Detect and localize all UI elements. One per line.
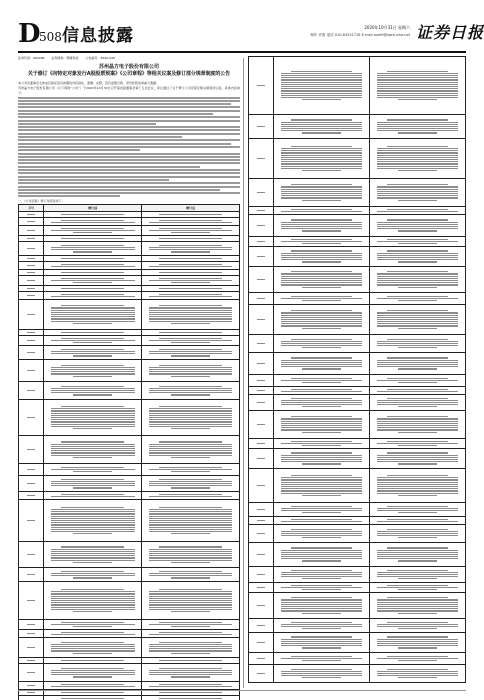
row-serial-cell <box>249 335 274 353</box>
table-cell <box>142 382 240 400</box>
text-line <box>18 153 240 155</box>
table-row <box>249 439 466 449</box>
table-cell <box>142 400 240 436</box>
table-row <box>19 492 240 500</box>
text-line <box>18 136 182 138</box>
table-cell <box>273 387 369 395</box>
table-row <box>249 179 466 207</box>
table-cell <box>44 276 142 286</box>
table-row <box>19 664 240 682</box>
notice-number: 公告编号：2020-045 <box>85 56 115 60</box>
table-cell <box>142 696 240 700</box>
row-serial-cell <box>249 395 274 411</box>
table-cell <box>142 226 240 236</box>
table-cell <box>44 542 142 568</box>
table-cell <box>273 305 369 335</box>
text-line <box>18 116 240 118</box>
text-line <box>18 123 156 125</box>
table-cell <box>369 395 465 411</box>
table-row <box>249 207 466 215</box>
table-row <box>19 262 240 270</box>
table-row <box>19 276 240 286</box>
table-cell <box>142 242 240 256</box>
row-serial-cell <box>19 682 44 690</box>
table-row <box>19 400 240 436</box>
table-cell <box>273 293 369 305</box>
table-cell <box>44 292 142 300</box>
table-cell <box>273 633 369 653</box>
text-line <box>18 195 120 197</box>
intro-paragraph: 本公司及董事会全体成员保证信息披露的内容真实、准确、完整，没有虚假记载、误导性陈述或重大遗漏。 <box>18 81 160 85</box>
table-cell <box>369 375 465 387</box>
row-serial-cell <box>19 630 44 638</box>
newspaper-logo: 证券日报 <box>416 23 484 42</box>
issue-date: 2020年10月31日 星期六 <box>364 25 410 30</box>
table-row <box>249 525 466 543</box>
table-cell <box>369 305 465 335</box>
row-serial-cell <box>249 207 274 215</box>
row-serial-cell <box>19 226 44 236</box>
table-cell <box>44 300 142 330</box>
table-cell <box>369 237 465 247</box>
table-cell <box>369 567 465 583</box>
table-cell <box>369 57 465 115</box>
table-cell <box>273 449 369 469</box>
table-row <box>19 300 240 330</box>
text-line <box>18 176 240 178</box>
table-cell <box>142 682 240 690</box>
table-row <box>249 335 466 353</box>
header-before: 修订前 <box>44 205 142 212</box>
row-serial-cell <box>249 387 274 395</box>
table-cell <box>273 179 369 207</box>
table-row <box>249 267 466 293</box>
table-row <box>19 292 240 300</box>
table-cell <box>273 395 369 411</box>
table-row <box>19 630 240 638</box>
row-serial-cell <box>249 525 274 543</box>
row-serial-cell <box>19 346 44 360</box>
table-row <box>19 500 240 542</box>
notice-meta <box>18 56 240 61</box>
text-line <box>18 146 240 148</box>
table-cell <box>142 436 240 464</box>
table-cell <box>369 139 465 179</box>
table-cell <box>369 665 465 683</box>
table-row <box>19 568 240 582</box>
table-cell <box>369 293 465 305</box>
table-cell <box>273 411 369 439</box>
row-serial-cell <box>19 276 44 286</box>
text-line <box>18 192 240 194</box>
table-cell <box>44 492 142 500</box>
table-cell <box>273 525 369 543</box>
table-cell <box>369 525 465 543</box>
table-row <box>249 395 466 411</box>
table-cell <box>142 464 240 476</box>
table-cell <box>369 387 465 395</box>
table-cell <box>44 262 142 270</box>
section-title: 信息披露 <box>62 26 134 46</box>
row-serial-cell <box>19 568 44 582</box>
text-line <box>18 120 240 122</box>
table-row <box>19 360 240 382</box>
row-serial-cell <box>249 115 274 139</box>
table-cell <box>142 568 240 582</box>
table-row <box>19 242 240 256</box>
table-cell <box>44 682 142 690</box>
row-serial-cell <box>19 382 44 400</box>
table-cell <box>273 335 369 353</box>
text-line <box>18 143 231 145</box>
row-serial-cell <box>19 300 44 330</box>
table-cell <box>273 469 369 503</box>
row-serial-cell <box>249 543 274 567</box>
table-row <box>249 583 466 593</box>
table-cell <box>44 226 142 236</box>
table-cell <box>142 664 240 682</box>
table-row <box>249 353 466 375</box>
table-header-row <box>19 205 240 212</box>
table-row <box>19 226 240 236</box>
table-row <box>19 346 240 360</box>
table-cell <box>142 360 240 382</box>
table-cell <box>142 300 240 330</box>
masthead-rule <box>18 51 466 53</box>
table-cell <box>273 139 369 179</box>
row-serial-cell <box>249 215 274 237</box>
row-serial-cell <box>19 476 44 492</box>
text-line <box>18 159 240 161</box>
table-cell <box>369 335 465 353</box>
row-serial-cell <box>249 449 274 469</box>
table-row <box>19 682 240 690</box>
table-cell <box>273 593 369 619</box>
text-line <box>18 100 240 102</box>
table-cell <box>44 664 142 682</box>
row-serial-cell <box>249 633 274 653</box>
row-serial-cell <box>249 517 274 525</box>
left-column <box>18 56 240 700</box>
table-cell <box>44 464 142 476</box>
table-row <box>19 218 240 226</box>
amendment-table-continued <box>248 56 466 683</box>
row-serial-cell <box>249 247 274 267</box>
row-serial-cell <box>19 492 44 500</box>
page-letter: D <box>18 19 41 49</box>
row-serial-cell <box>249 305 274 335</box>
text-line <box>18 172 240 174</box>
header-serial: 序号 <box>19 205 44 212</box>
table-cell <box>44 336 142 346</box>
row-serial-cell <box>249 469 274 503</box>
table-cell <box>273 665 369 683</box>
table-cell <box>44 360 142 382</box>
body-paragraph: 苏州晶方电子股份有限公司（以下简称“公司”）于2020年10月30日召开第四届董事会第十五次会议，审议通过了关于修订公司章程及相关制度的议案，具体内容如下： <box>18 86 240 95</box>
row-serial-cell <box>249 503 274 517</box>
table-cell <box>44 346 142 360</box>
stock-name: 证券简称：辉煌科技 <box>51 56 79 60</box>
row-serial-cell <box>19 620 44 630</box>
table-row <box>249 247 466 267</box>
text-line <box>18 110 240 112</box>
row-serial-cell <box>249 665 274 683</box>
text-line <box>18 126 240 128</box>
row-serial-cell <box>19 292 44 300</box>
text-line <box>18 186 240 188</box>
table-cell <box>142 638 240 658</box>
table-cell <box>273 57 369 115</box>
table-cell <box>273 207 369 215</box>
row-serial-cell <box>19 582 44 620</box>
table-cell <box>273 375 369 387</box>
table-row <box>249 567 466 583</box>
row-serial-cell <box>249 411 274 439</box>
table-cell <box>44 400 142 436</box>
table-cell <box>369 353 465 375</box>
table-row <box>249 517 466 525</box>
table-cell <box>273 567 369 583</box>
table-cell <box>273 267 369 293</box>
table-row <box>19 436 240 464</box>
table-row <box>19 336 240 346</box>
row-serial-cell <box>249 139 274 179</box>
table-cell <box>369 179 465 207</box>
table-row <box>249 305 466 335</box>
table-cell <box>369 115 465 139</box>
table-cell <box>369 653 465 665</box>
row-serial-cell <box>19 664 44 682</box>
row-serial-cell <box>19 436 44 464</box>
page-number: 508 <box>39 30 62 44</box>
table-cell <box>142 492 240 500</box>
text-line <box>18 103 231 105</box>
table-row <box>249 593 466 619</box>
editor-contact: 制作 许蔚 电话 010-83251716 E-mail zqrb9@zqrb.sina.net <box>310 33 410 37</box>
table-cell <box>44 582 142 620</box>
table-cell <box>369 633 465 653</box>
table-row <box>249 653 466 665</box>
masthead <box>18 19 484 50</box>
table-cell <box>142 630 240 638</box>
table-row <box>249 139 466 179</box>
row-serial-cell <box>19 500 44 542</box>
table-row <box>249 237 466 247</box>
table-row <box>19 464 240 476</box>
table-cell <box>273 353 369 375</box>
row-serial-cell <box>19 696 44 700</box>
row-serial-cell <box>19 218 44 226</box>
body-text-block <box>18 97 240 198</box>
table-row <box>19 476 240 492</box>
table-cell <box>142 476 240 492</box>
table-cell <box>369 503 465 517</box>
table-cell <box>273 517 369 525</box>
table-row <box>249 411 466 439</box>
table-cell <box>273 543 369 567</box>
row-serial-cell <box>249 593 274 619</box>
amendment-table <box>18 204 240 700</box>
row-serial-cell <box>249 57 274 115</box>
notice-title: 关于修订《向特定对象发行A股股票预案》《公司章程》等相关议案及修订部分规章制度的公告 <box>27 71 231 77</box>
column-divider <box>243 58 244 688</box>
row-serial-cell <box>19 638 44 658</box>
row-serial-cell <box>249 353 274 375</box>
table-cell <box>142 292 240 300</box>
row-serial-cell <box>249 567 274 583</box>
row-serial-cell <box>19 542 44 568</box>
table-cell <box>369 207 465 215</box>
table-cell <box>142 500 240 542</box>
table-cell <box>142 276 240 286</box>
table-row <box>249 449 466 469</box>
table-cell <box>44 620 142 630</box>
table-cell <box>44 242 142 256</box>
table-cell <box>369 619 465 633</box>
table-cell <box>273 247 369 267</box>
table-cell <box>44 630 142 638</box>
table-cell <box>273 439 369 449</box>
text-line <box>18 149 140 151</box>
table-cell <box>369 215 465 237</box>
table-row <box>19 382 240 400</box>
row-serial-cell <box>19 336 44 346</box>
table-cell <box>44 436 142 464</box>
text-line <box>18 133 240 135</box>
text-line <box>18 189 220 191</box>
table-cell <box>273 583 369 593</box>
row-serial-cell <box>249 237 274 247</box>
text-line <box>18 179 169 181</box>
text-line <box>18 139 240 141</box>
table-cell <box>273 653 369 665</box>
row-serial-cell <box>19 464 44 476</box>
row-serial-cell <box>249 267 274 293</box>
table-cell <box>369 267 465 293</box>
table-intro: 一、《公司章程》修订对照表如下： <box>18 198 65 203</box>
table-row <box>19 582 240 620</box>
company-name: 苏州晶方电子股份有限公司 <box>98 64 159 70</box>
row-serial-cell <box>249 375 274 387</box>
table-row <box>19 638 240 658</box>
table-cell <box>369 439 465 449</box>
text-line <box>18 162 240 164</box>
row-serial-cell <box>249 583 274 593</box>
row-serial-cell <box>19 242 44 256</box>
table-cell <box>142 262 240 270</box>
row-serial-cell <box>249 439 274 449</box>
table-row <box>249 633 466 653</box>
table-cell <box>44 218 142 226</box>
table-row <box>19 542 240 568</box>
text-line <box>18 182 240 184</box>
table-row <box>249 115 466 139</box>
table-row <box>249 665 466 683</box>
row-serial-cell <box>249 619 274 633</box>
table-row <box>249 375 466 387</box>
text-line <box>18 97 240 99</box>
table-cell <box>369 543 465 567</box>
table-row <box>249 293 466 305</box>
row-serial-cell <box>249 653 274 665</box>
table-row <box>249 503 466 517</box>
table-cell <box>273 503 369 517</box>
table-cell <box>273 237 369 247</box>
text-line <box>18 106 240 108</box>
table-row <box>19 696 240 700</box>
row-serial-cell <box>249 293 274 305</box>
table-cell <box>369 247 465 267</box>
row-serial-cell <box>19 360 44 382</box>
text-line <box>18 169 240 171</box>
footer-rule <box>18 690 466 691</box>
table-row <box>249 469 466 503</box>
text-line <box>18 113 213 115</box>
table-cell <box>142 346 240 360</box>
table-cell <box>142 336 240 346</box>
table-cell <box>273 115 369 139</box>
table-cell <box>369 583 465 593</box>
text-line <box>18 166 200 168</box>
table-cell <box>369 449 465 469</box>
text-line <box>18 129 240 131</box>
header-after: 修订后 <box>142 205 240 212</box>
table-cell <box>369 469 465 503</box>
table-row <box>249 215 466 237</box>
row-serial-cell <box>19 400 44 436</box>
table-cell <box>44 696 142 700</box>
table-cell <box>44 638 142 658</box>
table-cell <box>44 500 142 542</box>
table-row <box>249 387 466 395</box>
table-cell <box>44 382 142 400</box>
table-cell <box>369 411 465 439</box>
table-row <box>249 619 466 633</box>
table-row <box>19 620 240 630</box>
stock-code: 证券代码：002296 <box>18 56 45 60</box>
table-row <box>249 543 466 567</box>
table-cell <box>142 582 240 620</box>
table-cell <box>44 568 142 582</box>
table-cell <box>142 218 240 226</box>
row-serial-cell <box>19 262 44 270</box>
table-cell <box>369 517 465 525</box>
text-line <box>18 156 240 158</box>
table-cell <box>142 620 240 630</box>
table-cell <box>44 476 142 492</box>
table-cell <box>273 215 369 237</box>
table-row <box>249 57 466 115</box>
table-cell <box>273 619 369 633</box>
right-column <box>248 56 466 683</box>
row-serial-cell <box>249 179 274 207</box>
table-cell <box>369 593 465 619</box>
table-cell <box>142 542 240 568</box>
